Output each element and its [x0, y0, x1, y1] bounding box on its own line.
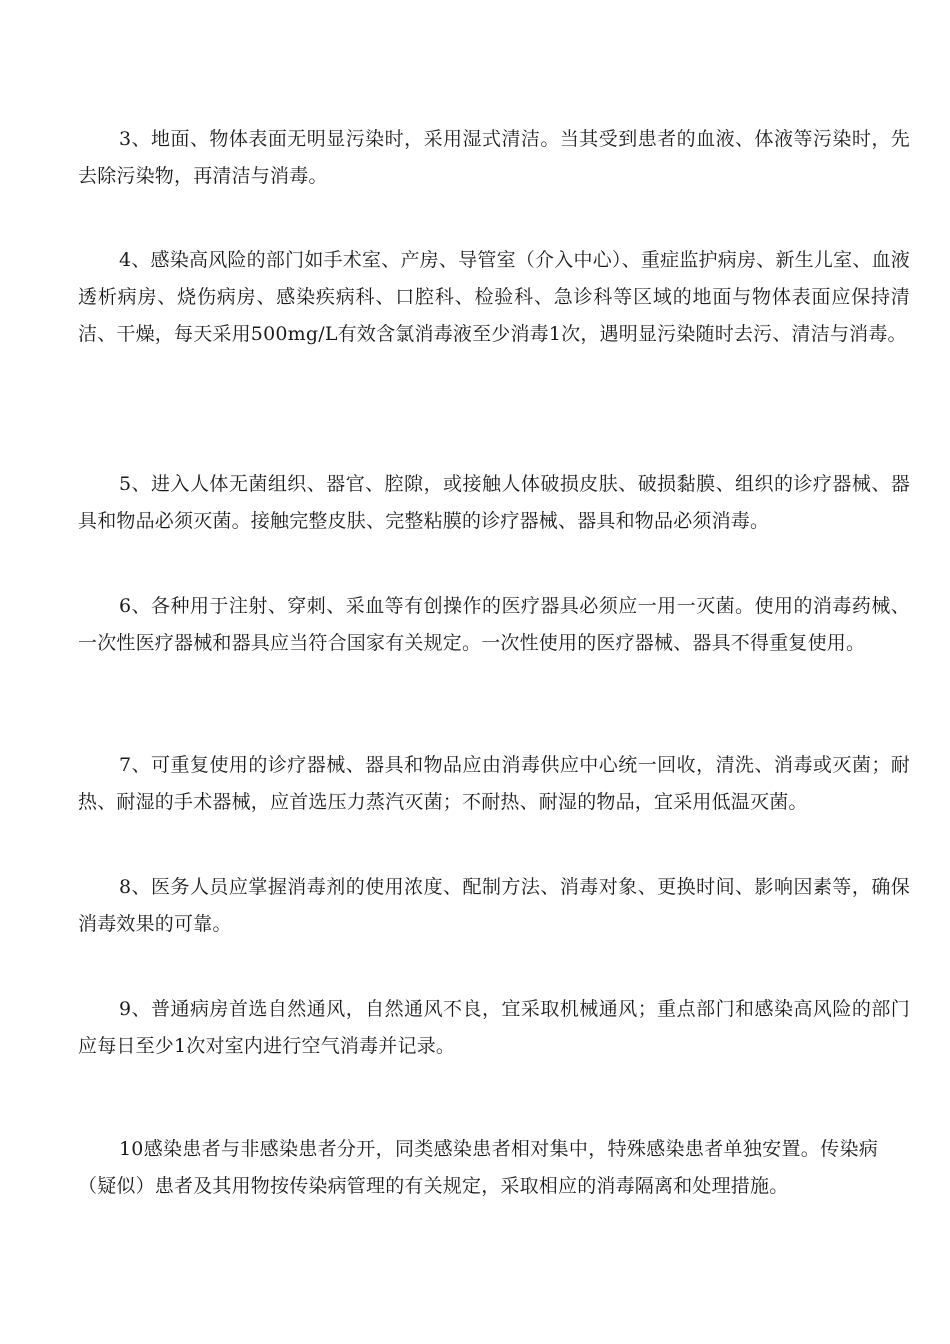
paragraph-item-7: 7、可重复使用的诊疗器械、器具和物品应由消毒供应中心统一回收，清洗、消毒或灭菌；耐热、耐湿的手术器械，应首选压力蒸汽灭菌；不耐热、耐湿的物品，宜采用低温灭菌。 — [78, 754, 910, 813]
paragraph-item-5: 5、进入人体无菌组织、器官、腔隙，或接触人体破损皮肤、破损黏膜、组织的诊疗器械、器具和物品必须灭菌。接触完整皮肤、完整粘膜的诊疗器械、器具和物品必须消毒。 — [78, 473, 910, 532]
paragraph-item-4: 4、感染高风险的部门如手术室、产房、导管室（介入中心）、重症监护病房、新生儿室、血液透析病房、烧伤病房、感染疾病科、口腔科、检验科、急诊科等区域的地面与物体表面应保持清洁、干燥，每天采用500mg/L有效含氯消毒液至少消毒1次，遇明显污染随时去污、清洁与消毒。 — [78, 249, 910, 345]
paragraph-item-3: 3、地面、物体表面无明显污染时，采用湿式清洁。当其受到患者的血液、体液等污染时，先去除污染物，再清洁与消毒。 — [78, 128, 910, 187]
paragraph-item-10: 10感染患者与非感染患者分开，同类感染患者相对集中，特殊感染患者单独安置。传染病（疑似）患者及其用物按传染病管理的有关规定，采取相应的消毒隔离和处理措施。 — [78, 1138, 878, 1197]
paragraph-item-6: 6、各种用于注射、穿刺、采血等有创操作的医疗器具必须应一用一灭菌。使用的消毒药械、一次性医疗器械和器具应当符合国家有关规定。一次性使用的医疗器械、器具不得重复使用。 — [78, 595, 910, 654]
paragraph-item-9: 9、普通病房首选自然通风，自然通风不良，宜采取机械通风；重点部门和感染高风险的部门应每日至少1次对室内进行空气消毒并记录。 — [78, 998, 910, 1057]
paragraph-item-8: 8、医务人员应掌握消毒剂的使用浓度、配制方法、消毒对象、更换时间、影响因素等，确保消毒效果的可靠。 — [78, 876, 910, 935]
